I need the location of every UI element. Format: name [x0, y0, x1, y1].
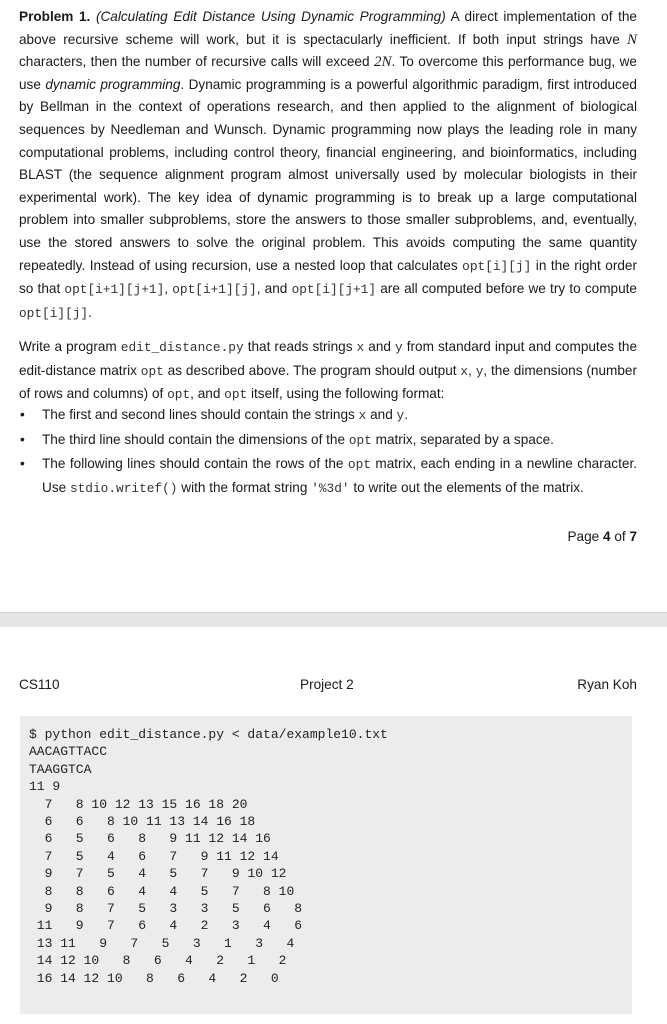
list-item [19, 453, 637, 500]
text-run: . [88, 304, 92, 320]
text-run: matrix, each ending in a newline character. Use [42, 456, 637, 495]
terminal-output-block [20, 716, 632, 1014]
text-run: Write a program [19, 339, 121, 354]
problem-paragraph [19, 6, 637, 325]
page-gap-edge [0, 612, 667, 613]
text-run: The following lines should contain the rows of the [42, 456, 348, 472]
write-program-paragraph [19, 336, 637, 407]
text-run: that reads strings [243, 339, 357, 354]
text-run: Page [567, 529, 603, 544]
var-opt: opt [348, 432, 372, 448]
math-2n: 2N [373, 54, 392, 71]
dynamic-programming-term: dynamic programming [45, 76, 181, 92]
page-gap [0, 612, 667, 627]
page-5 [0, 627, 667, 1024]
text-run: with the format string [177, 479, 312, 495]
program-name: edit_distance.py [120, 340, 244, 355]
text-run: of [610, 529, 630, 544]
text-run: The third line should contain the dimensions of the [42, 431, 349, 447]
code-opt-ij1: opt[i][j+1] [291, 282, 377, 298]
text-run: and [364, 339, 395, 354]
var-y: y [395, 340, 403, 355]
problem-title: (Calculating Edit Distance Using Dynamic Programming) [95, 9, 446, 24]
text-run: , and [190, 386, 225, 402]
var-opt: opt [167, 387, 191, 403]
text-run: as described above. The program should output [163, 362, 461, 378]
var-x: x [460, 363, 469, 379]
text-run: , [468, 362, 476, 378]
var-y: y [475, 363, 484, 379]
bullet-icon: • [20, 431, 25, 447]
text-run: , the dimensions (number of rows and columns) of [19, 362, 637, 402]
list-item [19, 429, 637, 453]
text-run: itself, using the following format: [247, 386, 445, 402]
var-opt: opt [224, 387, 248, 403]
header-course: CS110 [19, 677, 60, 692]
format-string: '%3d' [311, 480, 350, 496]
current-page: 4 [602, 529, 611, 544]
header-project: Project 2 [300, 677, 354, 692]
format-bullet-list [19, 404, 637, 501]
text-run: matrix, separated by a space. [371, 431, 554, 447]
code-opt-ij: opt[i][j] [462, 258, 532, 274]
bullet-icon: • [20, 407, 25, 422]
text-run: characters, then the number of recursive calls will exceed [19, 54, 374, 70]
header-author: Ryan Koh [577, 677, 637, 692]
text-run: . Dynamic programming is a powerful algorithmic paradigm, first introduced by Bellman in the context of operations research, and then applied to the alignment of biological sequences by Needleman and Wunsch. Dynamic programming now plays the leading role in many computational problems, including control theory, financial engineering, and bioinformatics, including BLAST (the sequence alignment program almost universally used by molecular biologists in their experimental work). The key idea of dynamic programming is to break up a large computational problem into smaller subproblems, store the answers to those smaller subproblems, and, eventually, use the stored answers to solve the original problem. This avoids computing the same quantity repeatedly. Instead of using recursion, use a nested loop that calculates [19, 76, 637, 273]
text-run: to write out the elements of the matrix. [349, 479, 584, 495]
var-x: x [356, 340, 365, 355]
list-item [19, 404, 637, 428]
text-run: The first and second lines should contain the strings [42, 407, 359, 422]
code-opt-i1j: opt[i+1][j] [172, 282, 257, 298]
text-run: in the right order so that [19, 257, 637, 297]
var-y: y [396, 408, 405, 423]
code-opt-i1j1: opt[i+1][j+1] [64, 282, 165, 298]
text-run: , [164, 281, 173, 297]
text-run: are all computed before we try to compute [376, 281, 637, 297]
terminal-output-text: $ python edit_distance.py < data/example10.txt AACAGTTACC TAAGGTCA 11 9 7 8 10 12 13 15 16 18 20 6 6 8 10 11 13 14 16 18 6 5 6 8 9 11 12 14 16 7 5 4 6 7 9 11 12 14 9 7 5 4 5 7 9 10 12 8 8 6 4 4 5 7 8 10 9 8 7 5 3 3 5 6 8 11 9 7 6 4 2 3 4 6 13 11 9 7 5 3 1 3 4 14 12 10 8 6 4 2 1 2 16 14 12 10 8 6 4 2 0 [29, 727, 388, 986]
text-run: from standard input and computes the edit-distance matrix [19, 339, 638, 378]
var-x: x [358, 408, 367, 423]
text-run: , and [256, 281, 292, 297]
var-opt: opt [347, 457, 371, 473]
page-number [567, 529, 637, 544]
text-run: . [404, 407, 409, 422]
total-pages: 7 [629, 529, 637, 544]
writef-function: stdio.writef() [69, 480, 178, 496]
problem-label: Problem 1. [19, 9, 91, 24]
text-run: and [366, 407, 397, 422]
bullet-icon: • [20, 456, 25, 472]
math-n: N [626, 31, 637, 48]
code-opt-ij-2: opt[i][j] [19, 305, 89, 321]
text-run: . To overcome this performance bug, we use [19, 54, 637, 92]
var-opt: opt [140, 363, 164, 379]
text-run: A direct implementation of the above recursive scheme will work, but it is spectacularly inefficient. If both input strings have [19, 9, 637, 47]
